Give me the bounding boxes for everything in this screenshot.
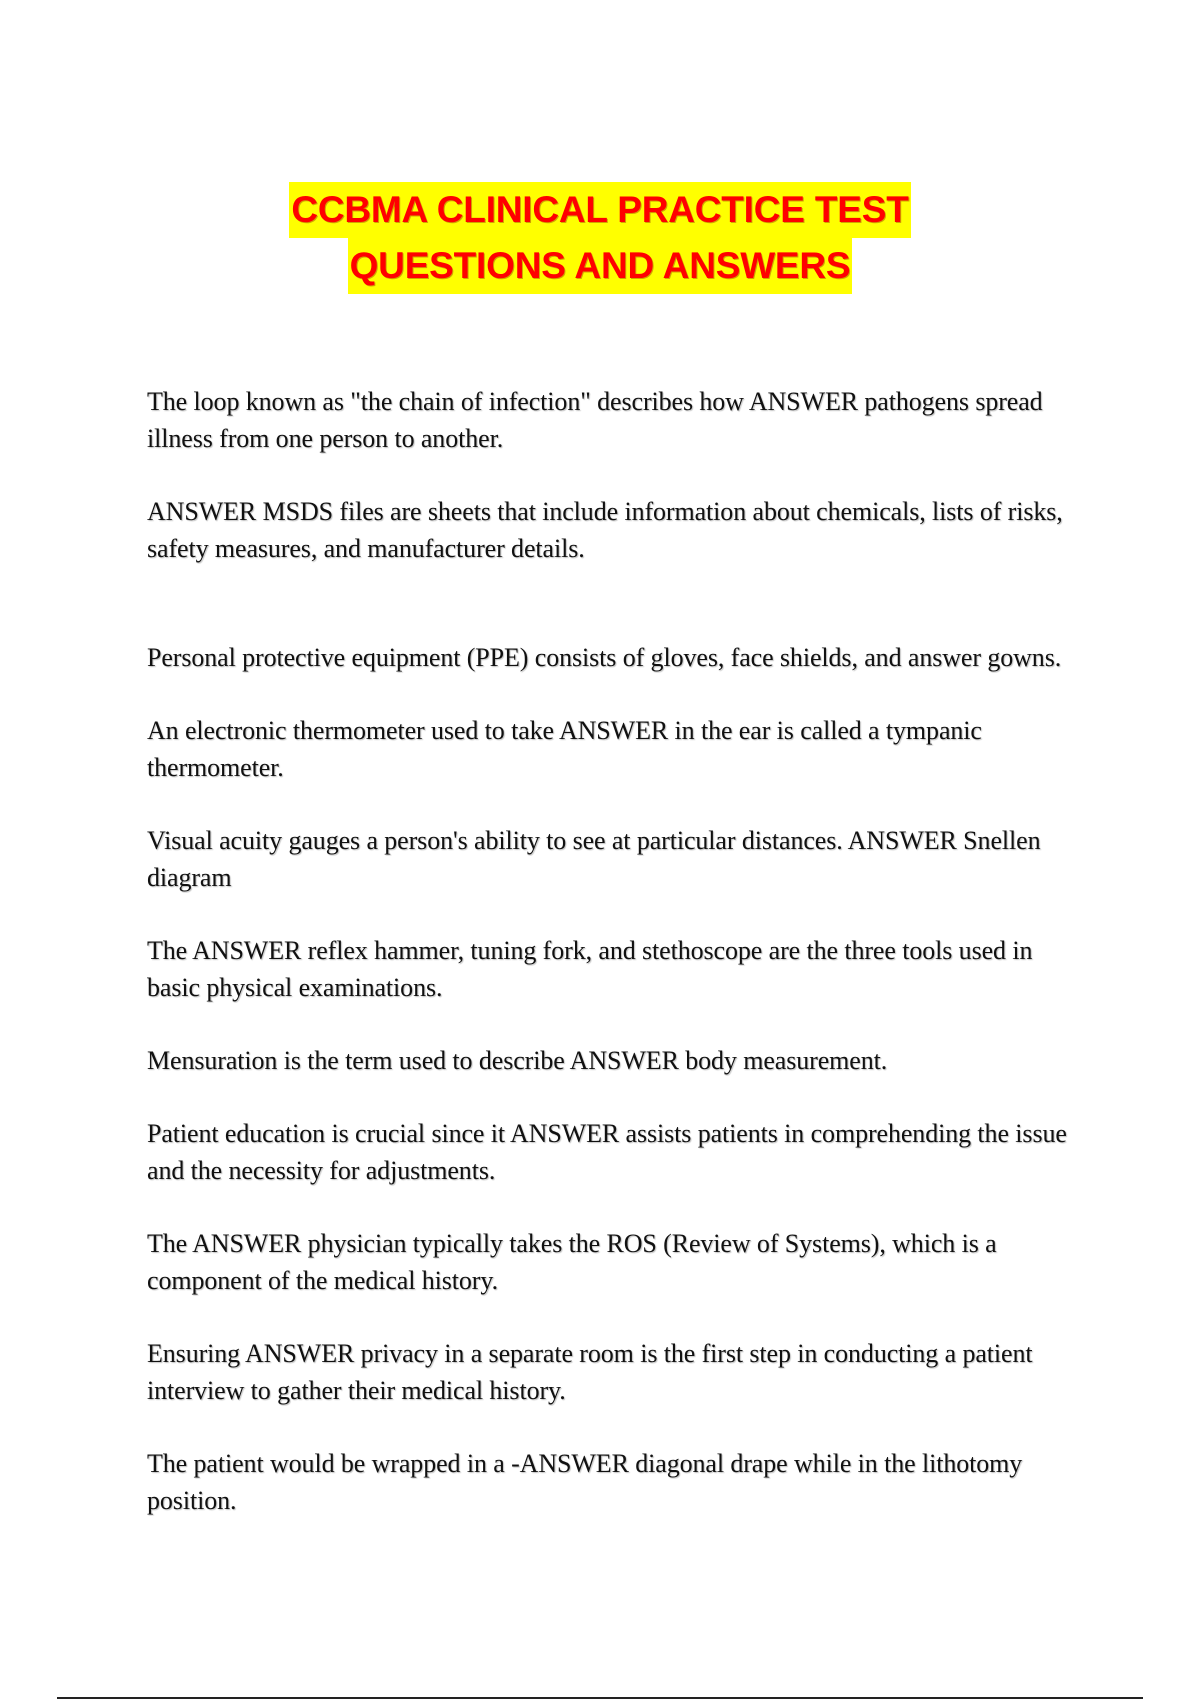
paragraph-ppe: Personal protective equipment (PPE) consists of gloves, face shields, and answer gowns. [147, 643, 1062, 672]
title-line-2: QUESTIONS AND ANSWERS [348, 238, 853, 294]
paragraph-patient-education: Patient education is crucial since it ANSWER assists patients in comprehending the issue and the necessity for adjustments. [147, 1119, 1067, 1185]
paragraph-msds: ANSWER MSDS files are sheets that include information about chemicals, lists of risks, safety measures, and manufacturer details. [147, 497, 1063, 563]
footer-divider [57, 1697, 1143, 1699]
document-body [147, 383, 1077, 1555]
paragraph-mensuration: Mensuration is the term used to describe ANSWER body measurement. [147, 1046, 888, 1075]
paragraph-exam-tools: The ANSWER reflex hammer, tuning fork, and stethoscope are the three tools used in basic physical examinations. [147, 936, 1033, 1002]
paragraph-tympanic-thermometer: An electronic thermometer used to take ANSWER in the ear is called a tympanic thermometer. [147, 716, 982, 782]
document-title [0, 182, 1200, 294]
paragraph-patient-interview: Ensuring ANSWER privacy in a separate room is the first step in conducting a patient interview to gather their medical history. [147, 1339, 1033, 1405]
paragraph-lithotomy-drape: The patient would be wrapped in a -ANSWER diagonal drape while in the lithotomy position. [147, 1449, 1023, 1515]
paragraph-ros: The ANSWER physician typically takes the ROS (Review of Systems), which is a component of the medical history. [147, 1229, 997, 1295]
paragraph-visual-acuity: Visual acuity gauges a person's ability to see at particular distances. ANSWER Snellen diagram [147, 826, 1041, 892]
paragraph-chain-of-infection: The loop known as "the chain of infection" describes how ANSWER pathogens spread illness from one person to another. [147, 387, 1043, 453]
title-line-1: CCBMA CLINICAL PRACTICE TEST [289, 182, 910, 238]
